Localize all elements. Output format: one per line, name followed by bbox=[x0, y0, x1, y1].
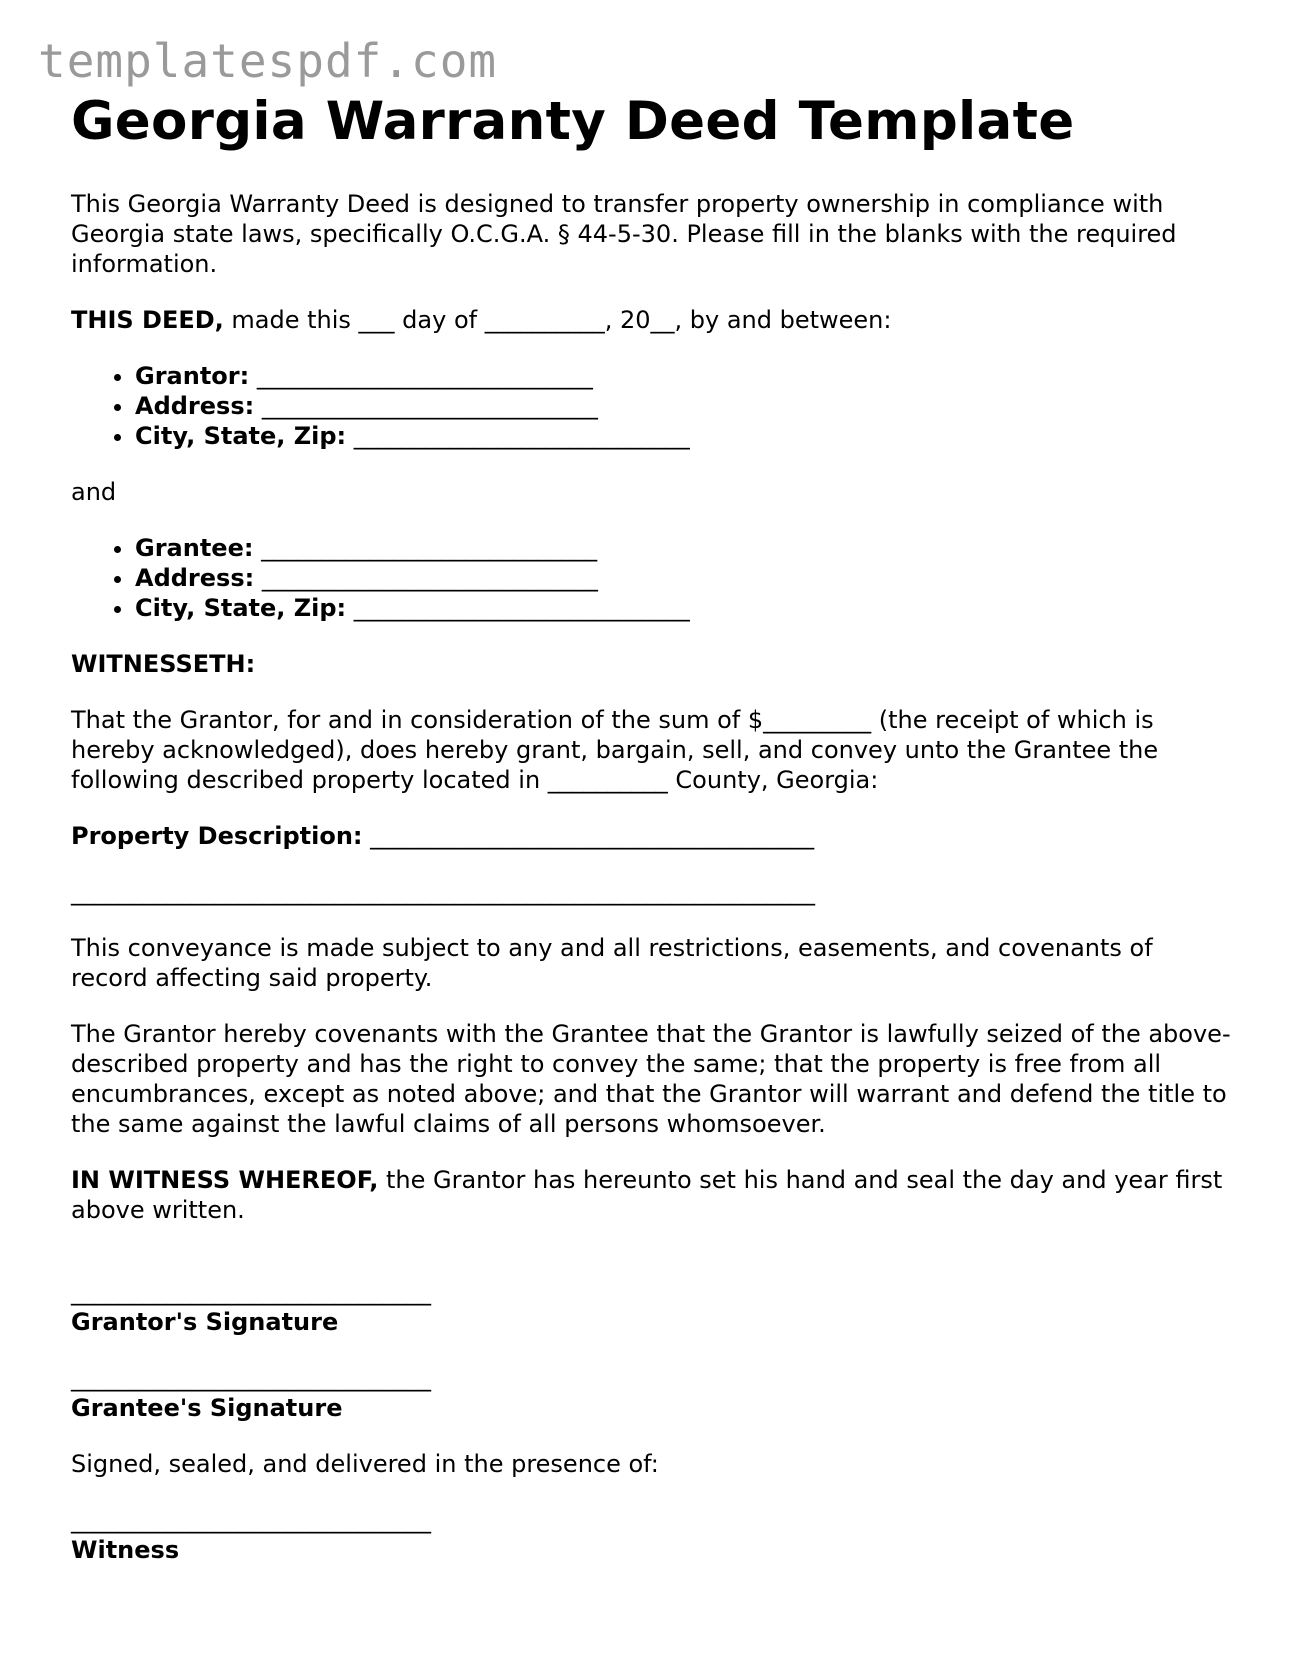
witnesseth-label: WITNESSETH: bbox=[71, 649, 256, 678]
witnesseth-heading bbox=[71, 649, 1231, 679]
watermark: templatespdf.com bbox=[38, 34, 498, 88]
grantee-name-blank: ____________________________ bbox=[253, 533, 598, 562]
grantee-name-label: Grantee: bbox=[135, 533, 254, 562]
grantor-list bbox=[71, 361, 1231, 451]
witness-whereof-lead: IN WITNESS WHEREOF, bbox=[71, 1165, 379, 1194]
and-text: and bbox=[71, 477, 117, 506]
presence-text: Signed, sealed, and delivered in the presence of: bbox=[71, 1449, 659, 1478]
grantor-signature-block bbox=[71, 1277, 1231, 1337]
witness-whereof-text: the Grantor has hereunto set his hand and seal the day and year first above written. bbox=[71, 1165, 1223, 1224]
consideration-paragraph: That the Grantor, for and in consideration of the sum of $_________ (the receipt of which is hereby acknowledged), does hereby grant, bargain, sell, and convey unto the Grantee the following described property located in __________ County, Georgia: bbox=[71, 705, 1159, 794]
conveyance-paragraph: This conveyance is made subject to any and all restrictions, easements, and covenants of record affecting said property. bbox=[71, 933, 1153, 992]
grantor-city-blank: ____________________________ bbox=[346, 421, 690, 450]
witness-whereof-paragraph bbox=[71, 1165, 1231, 1225]
covenant-paragraph: The Grantor hereby covenants with the Grantee that the Grantor is lawfully seized of the above-described property and has the right to convey the same; that the property is free from all encumbrances, except as noted above; and that the Grantor will warrant and defend the title to the same against the lawful claims of all persons whomsoever. bbox=[71, 1019, 1231, 1138]
grantee-address-blank: ____________________________ bbox=[254, 563, 598, 592]
deed-lead: THIS DEED, bbox=[71, 305, 224, 334]
intro-paragraph: This Georgia Warranty Deed is designed to transfer property ownership in compliance with Georgia state laws, specifically O.C.G.A. § 44-5-30. Please fill in the blanks with the required information. bbox=[71, 189, 1177, 278]
grantor-name-blank: ____________________________ bbox=[249, 361, 593, 390]
page-title: Georgia Warranty Deed Template bbox=[71, 91, 1075, 152]
document-body bbox=[71, 92, 1231, 1591]
grantor-signature-line: ______________________________ bbox=[71, 1277, 431, 1306]
property-description-line bbox=[71, 821, 1231, 851]
witness-signature-block bbox=[71, 1505, 1231, 1565]
property-description-label: Property Description: bbox=[71, 821, 363, 850]
grantee-address-label: Address: bbox=[135, 563, 255, 592]
grantor-address-blank: ____________________________ bbox=[254, 391, 598, 420]
grantee-city-label: City, State, Zip: bbox=[135, 593, 347, 622]
grantor-city-item bbox=[135, 421, 1231, 451]
grantee-signature-label: Grantee's Signature bbox=[71, 1393, 343, 1422]
grantor-address-item bbox=[135, 391, 1231, 421]
grantee-list bbox=[71, 533, 1231, 623]
property-description-blank-line: ______________________________________________________________ bbox=[71, 877, 815, 906]
grantee-city-item bbox=[135, 593, 1231, 623]
grantor-signature-label: Grantor's Signature bbox=[71, 1307, 339, 1336]
property-description-blank: _____________________________________ bbox=[362, 821, 815, 850]
grantee-name-item bbox=[135, 533, 1231, 563]
grantee-city-blank: ____________________________ bbox=[346, 593, 690, 622]
deed-date-line bbox=[71, 305, 1231, 335]
grantor-name-item bbox=[135, 361, 1231, 391]
grantor-name-label: Grantor: bbox=[135, 361, 250, 390]
grantor-address-label: Address: bbox=[135, 391, 255, 420]
witness-signature-label: Witness bbox=[71, 1535, 180, 1564]
grantee-signature-block bbox=[71, 1363, 1231, 1423]
witness-signature-line: ______________________________ bbox=[71, 1505, 431, 1534]
deed-text: made this ___ day of __________, 20__, by and between: bbox=[223, 305, 892, 334]
grantee-signature-line: ______________________________ bbox=[71, 1363, 431, 1392]
grantee-address-item bbox=[135, 563, 1231, 593]
grantor-city-label: City, State, Zip: bbox=[135, 421, 347, 450]
